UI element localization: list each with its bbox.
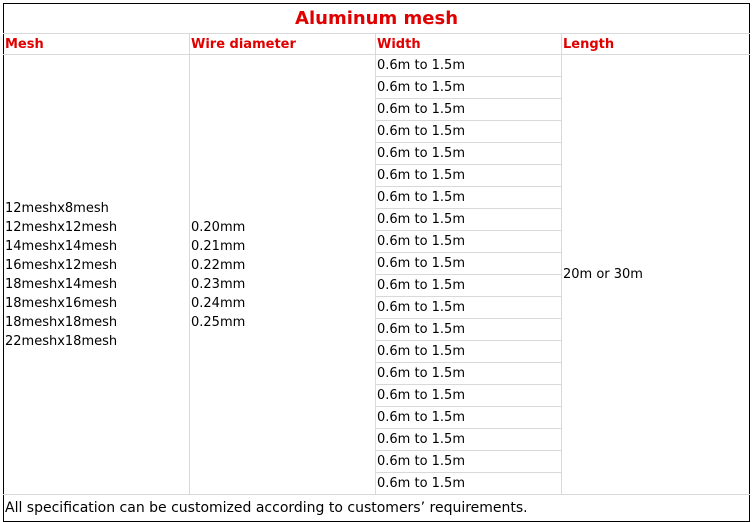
header-length: Length: [562, 34, 750, 55]
width-value: 0.6m to 1.5m: [376, 143, 562, 165]
wire-diameter-value: 0.21mm: [191, 238, 246, 254]
wire-diameter-cell: [190, 55, 376, 495]
header-wire-diameter: Wire diameter: [190, 34, 376, 55]
width-value: 0.6m to 1.5m: [376, 187, 562, 209]
footer-row: [4, 495, 750, 522]
wire-diameter-value: 0.25mm: [191, 314, 246, 330]
title-row: [4, 4, 750, 34]
width-value: 0.6m to 1.5m: [376, 55, 562, 77]
mesh-cell: [4, 55, 190, 495]
footer-note: All specification can be customized according to customers’ requirements.: [4, 495, 750, 522]
width-value: 0.6m to 1.5m: [376, 341, 562, 363]
width-value: 0.6m to 1.5m: [376, 407, 562, 429]
mesh-value: 12meshx12mesh: [5, 219, 118, 235]
mesh-value: 18meshx16mesh: [5, 295, 118, 311]
table-title: Aluminum mesh: [4, 4, 750, 34]
width-value: 0.6m to 1.5m: [376, 473, 562, 495]
mesh-value: 18meshx14mesh: [5, 276, 118, 292]
header-width: Width: [376, 34, 562, 55]
mesh-value: 12meshx8mesh: [5, 200, 109, 216]
width-value: 0.6m to 1.5m: [376, 121, 562, 143]
width-value: 0.6m to 1.5m: [376, 319, 562, 341]
width-value: 0.6m to 1.5m: [376, 275, 562, 297]
mesh-value: 14meshx14mesh: [5, 238, 118, 254]
table-body: [4, 4, 750, 522]
width-value: 0.6m to 1.5m: [376, 165, 562, 187]
aluminum-mesh-spec-table: [3, 3, 750, 522]
width-value: 0.6m to 1.5m: [376, 297, 562, 319]
width-value: 0.6m to 1.5m: [376, 231, 562, 253]
length-value: 20m or 30m: [562, 55, 750, 495]
width-value: 0.6m to 1.5m: [376, 253, 562, 275]
width-value: 0.6m to 1.5m: [376, 363, 562, 385]
width-value: 0.6m to 1.5m: [376, 99, 562, 121]
mesh-value: 22meshx18mesh: [5, 333, 118, 349]
header-row: [4, 34, 750, 55]
header-mesh: Mesh: [4, 34, 190, 55]
width-value: 0.6m to 1.5m: [376, 209, 562, 231]
width-value: 0.6m to 1.5m: [376, 385, 562, 407]
wire-diameter-value: 0.20mm: [191, 219, 246, 235]
width-row: [4, 55, 750, 77]
wire-diameter-value: 0.22mm: [191, 257, 246, 273]
width-value: 0.6m to 1.5m: [376, 451, 562, 473]
wire-diameter-value: 0.24mm: [191, 295, 246, 311]
wire-diameter-value: 0.23mm: [191, 276, 246, 292]
mesh-value: 18meshx18mesh: [5, 314, 118, 330]
width-value: 0.6m to 1.5m: [376, 77, 562, 99]
width-value: 0.6m to 1.5m: [376, 429, 562, 451]
mesh-value: 16meshx12mesh: [5, 257, 118, 273]
